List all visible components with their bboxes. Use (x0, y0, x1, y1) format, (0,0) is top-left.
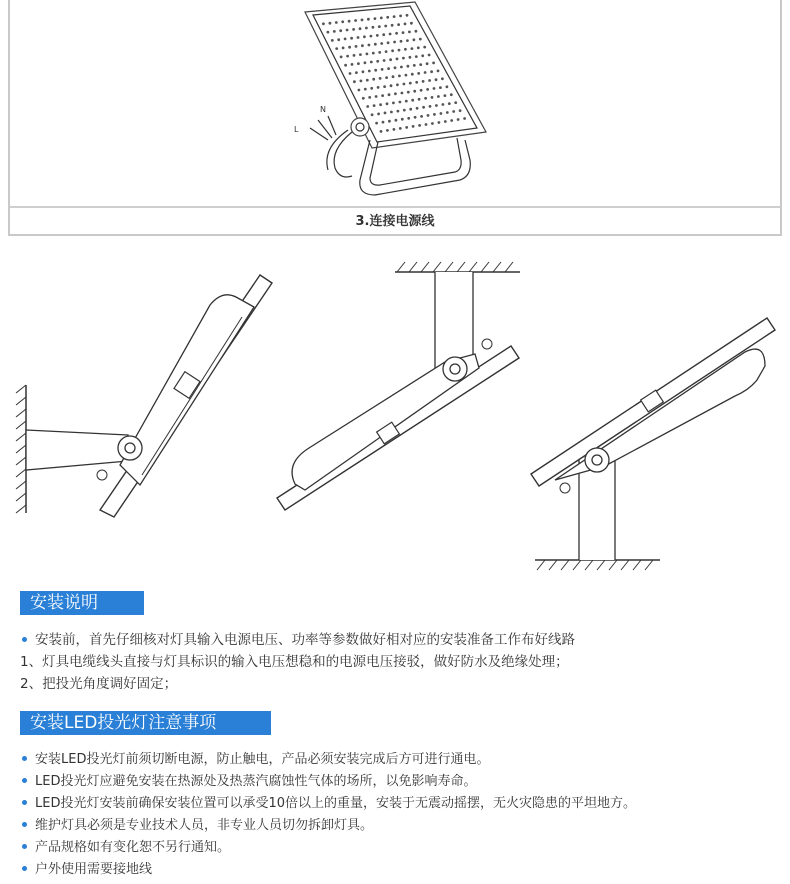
led-dot (391, 24, 394, 27)
led-dot (381, 94, 384, 97)
led-dot (359, 53, 362, 56)
led-dot (407, 117, 410, 120)
led-dot (370, 87, 373, 90)
led-dot (428, 79, 431, 82)
led-dot (374, 43, 377, 46)
led-dot (370, 35, 373, 38)
list-item: 安装前，首先仔细核对灯具输入电源电压、功率等参数做好相对应的安装准备工作布好线路 (22, 629, 575, 651)
install-instructions-heading: 安装说明 (20, 591, 144, 615)
led-dot (372, 78, 375, 81)
led-dot (406, 39, 409, 42)
led-dot (419, 63, 422, 66)
ceiling-mount-illustration (275, 258, 525, 518)
led-dot (372, 26, 375, 29)
led-dot (407, 91, 410, 94)
wire-label-l: L (294, 125, 299, 134)
led-dot (417, 46, 420, 49)
led-dot (364, 61, 367, 64)
led-dot (335, 21, 338, 24)
led-dot (437, 70, 440, 73)
led-dot (415, 55, 418, 58)
led-dot (426, 62, 429, 65)
led-dot (431, 96, 434, 99)
led-dot (417, 72, 420, 75)
list-item: 户外使用需要接地线 (22, 859, 636, 881)
bullet-icon (22, 637, 27, 642)
led-dot (392, 102, 395, 105)
led-dot (390, 111, 393, 114)
led-dot (362, 70, 365, 73)
list-item: LED投光灯应避免安装在热源处及热蒸汽腐蚀性气体的场所，以免影响寿命。 (22, 771, 636, 793)
led-dot (416, 107, 419, 110)
led-dot (411, 73, 414, 76)
led-dot (377, 86, 380, 89)
led-dot (331, 39, 334, 42)
led-dot (342, 47, 345, 50)
led-dot (444, 120, 447, 123)
led-dot (430, 70, 433, 73)
led-dot (414, 116, 417, 119)
led-dot (379, 77, 382, 80)
led-dot (454, 101, 457, 104)
bullet-icon (22, 844, 27, 849)
led-dot (359, 27, 362, 30)
led-dot (361, 44, 364, 47)
wall-mount-illustration (10, 265, 280, 525)
led-dot (374, 17, 377, 20)
led-dot (355, 71, 358, 74)
led-dot (396, 83, 399, 86)
led-dot (395, 32, 398, 35)
led-dot (352, 28, 355, 31)
led-dot (431, 122, 434, 125)
bullet-icon (22, 822, 27, 827)
led-dot (397, 23, 400, 26)
led-dot (450, 119, 453, 122)
install-instructions-list (22, 629, 575, 695)
led-dot (406, 14, 409, 17)
led-dot (446, 111, 449, 114)
led-dot (371, 113, 374, 116)
led-dot (402, 31, 405, 34)
led-dot (366, 53, 369, 56)
led-dot (373, 104, 376, 107)
led-dot (399, 127, 402, 130)
list-item: 产品规格如有变化恕不另行通知。 (22, 837, 636, 859)
led-dot (403, 83, 406, 86)
led-dot (420, 89, 423, 92)
precautions-heading: 安装LED投光灯注意事项 (20, 711, 271, 735)
led-dot (403, 109, 406, 112)
led-dot (450, 93, 453, 96)
led-dot (415, 30, 418, 33)
led-dot (396, 58, 399, 61)
led-dot (412, 125, 415, 128)
led-dot (419, 38, 422, 41)
led-dot (448, 102, 451, 105)
led-dot (408, 31, 411, 34)
led-dot (405, 74, 408, 77)
led-dot (375, 122, 378, 125)
led-dot (418, 98, 421, 101)
led-dot (400, 66, 403, 69)
led-dot (384, 25, 387, 28)
led-dot (437, 95, 440, 98)
led-dot (442, 103, 445, 106)
led-dot (322, 22, 325, 25)
led-dot (346, 29, 349, 32)
led-dot (463, 117, 466, 120)
led-dot (433, 113, 436, 116)
led-dot (398, 49, 401, 52)
led-dot (383, 59, 386, 62)
led-dot (380, 17, 383, 20)
led-dot (378, 25, 381, 28)
led-dot (409, 56, 412, 59)
led-dot (386, 102, 389, 105)
led-dot (376, 60, 379, 63)
led-dot (422, 106, 425, 109)
led-dot (413, 90, 416, 93)
led-dot (386, 16, 389, 19)
caption-divider (10, 206, 780, 208)
led-dot (393, 15, 396, 18)
list-item: 2、把投光角度调好固定； (20, 676, 178, 692)
led-dot (368, 96, 371, 99)
led-dot (389, 33, 392, 36)
bullet-icon (22, 866, 27, 871)
led-dot (366, 105, 369, 108)
bullet-icon (22, 800, 27, 805)
led-dot (361, 19, 364, 22)
led-dot (418, 124, 421, 127)
led-dot (409, 108, 412, 111)
list-item: 1、灯具电缆线头直接与灯具标识的输入电压想稳和的电源电压接驳，做好防水及绝缘处理； (20, 654, 569, 670)
led-dot (370, 61, 373, 64)
led-dot (349, 72, 352, 75)
precautions-list (22, 749, 636, 881)
led-dot (415, 81, 418, 84)
led-dot (387, 41, 390, 44)
led-dot (435, 78, 438, 81)
ground-mount-illustration (525, 310, 785, 572)
led-dot (362, 97, 365, 100)
led-dot (440, 112, 443, 115)
led-dot (375, 95, 378, 98)
led-dot (360, 80, 363, 83)
led-dot (381, 68, 384, 71)
led-dot (438, 121, 441, 124)
led-dot (446, 85, 449, 88)
led-dot (355, 45, 358, 48)
led-dot (348, 46, 351, 49)
led-dot (384, 112, 387, 115)
led-dot (358, 89, 361, 92)
led-dot (426, 88, 429, 91)
led-dot (429, 105, 432, 108)
led-dot (459, 109, 462, 112)
led-dot (341, 20, 344, 23)
led-dot (444, 94, 447, 97)
led-dot (411, 99, 414, 102)
bullet-icon (22, 756, 27, 761)
led-dot (393, 128, 396, 131)
led-dot (399, 101, 402, 104)
led-dot (425, 123, 428, 126)
led-dot (424, 71, 427, 74)
led-dot (385, 50, 388, 53)
led-dot (398, 75, 401, 78)
led-dot (350, 37, 353, 40)
led-dot (368, 44, 371, 47)
led-dot (411, 47, 414, 50)
step-figure-box (8, 0, 782, 236)
led-dot (404, 48, 407, 51)
led-dot (407, 65, 410, 68)
led-dot (427, 114, 430, 117)
led-dot (337, 38, 340, 41)
led-dot (405, 126, 408, 129)
led-dot (413, 38, 416, 41)
led-dot (353, 80, 356, 83)
led-dot (400, 40, 403, 43)
led-dot (380, 130, 383, 133)
led-dot (340, 56, 343, 59)
led-dot (385, 76, 388, 79)
led-dot (421, 54, 424, 57)
led-dot (441, 77, 444, 80)
led-dot (401, 92, 404, 95)
led-dot (333, 30, 336, 33)
led-dot (388, 120, 391, 123)
led-dot (339, 29, 342, 32)
led-dot (329, 22, 332, 25)
led-dot (389, 58, 392, 61)
led-dot (366, 79, 369, 82)
list-item: 维护灯具必须是专业技术人员，非专业人员切勿拆卸灯具。 (22, 815, 636, 837)
led-dot (382, 33, 385, 36)
led-dot (413, 64, 416, 67)
led-dot (405, 100, 408, 103)
led-dot (457, 118, 460, 121)
led-dot (399, 15, 402, 18)
led-dot (394, 92, 397, 95)
led-dot (353, 54, 356, 57)
led-dot (402, 57, 405, 60)
led-dot (346, 55, 349, 58)
led-dot (424, 97, 427, 100)
led-dot (382, 121, 385, 124)
led-dot (420, 115, 423, 118)
led-dot (372, 52, 375, 55)
led-dot (409, 82, 412, 85)
led-dot (432, 62, 435, 65)
led-dot (390, 84, 393, 87)
led-dot (393, 41, 396, 44)
led-dot (365, 27, 368, 30)
led-dot (386, 129, 389, 132)
led-dot (422, 80, 425, 83)
floodlight-wiring-illustration (280, 0, 510, 205)
led-dot (435, 104, 438, 107)
led-dot (364, 88, 367, 91)
wire-label-n: N (320, 105, 326, 114)
step-caption: 3.连接电源线 (355, 214, 435, 229)
led-dot (388, 93, 391, 96)
led-dot (354, 19, 357, 22)
led-dot (363, 35, 366, 38)
led-dot (395, 119, 398, 122)
led-dot (374, 69, 377, 72)
led-dot (380, 42, 383, 45)
led-dot (428, 54, 431, 57)
led-dot (391, 49, 394, 52)
led-dot (367, 18, 370, 21)
led-dot (377, 113, 380, 116)
led-dot (433, 87, 436, 90)
led-dot (378, 51, 381, 54)
list-item: LED投光灯安装前确保安装位置可以承受10倍以上的重量，安装于无震动摇摆，无火灾隐患的平坦地方。 (22, 793, 636, 815)
led-dot (392, 75, 395, 78)
led-dot (344, 64, 347, 67)
led-dot (376, 34, 379, 37)
led-dot (357, 62, 360, 65)
led-dot (404, 23, 407, 26)
led-dot (335, 47, 338, 50)
led-dot (348, 20, 351, 23)
led-dot (410, 22, 413, 25)
bullet-icon (22, 778, 27, 783)
led-dot (357, 36, 360, 39)
led-dot (401, 118, 404, 121)
led-dot (394, 66, 397, 69)
led-dot (397, 110, 400, 113)
led-dot (327, 31, 330, 34)
led-dot (452, 110, 455, 113)
led-dot (368, 70, 371, 73)
led-dot (383, 85, 386, 88)
led-dot (387, 67, 390, 70)
list-item: 安装LED投光灯前须切断电源，防止触电，产品必须安装完成后方可进行通电。 (22, 749, 636, 771)
led-dot (379, 103, 382, 106)
led-dot (344, 38, 347, 41)
led-dot (439, 86, 442, 89)
led-dot (423, 46, 426, 49)
led-dot (351, 63, 354, 66)
